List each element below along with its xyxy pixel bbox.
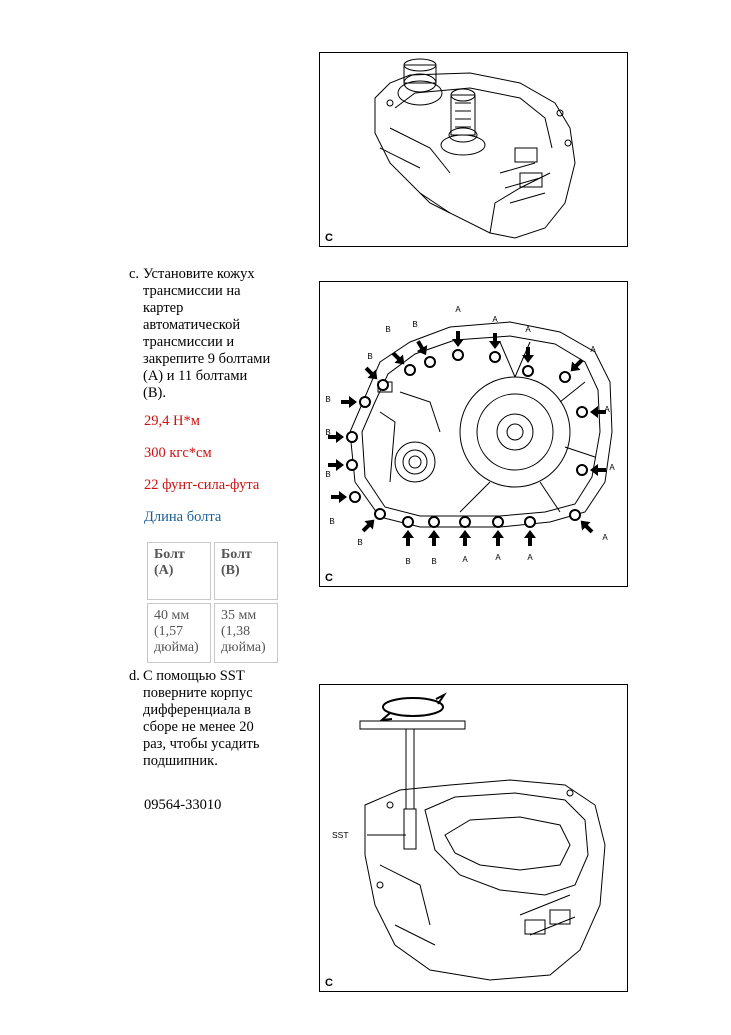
bolt-arrow <box>341 396 357 408</box>
step-c <box>129 266 299 406</box>
bolt-label-b: B <box>325 395 331 404</box>
figure-bolt-locations <box>319 281 628 587</box>
bolt-hole <box>403 517 413 527</box>
bolt-arrow <box>492 530 504 546</box>
figure-code: C <box>325 977 333 989</box>
bolt-label-b: B <box>431 557 437 566</box>
bolt-hole <box>493 517 503 527</box>
instruction-line: Установите кожух <box>143 266 255 282</box>
table-cell-bolt-b-length <box>214 603 278 663</box>
transmission-case-illustration <box>320 53 627 246</box>
bolt-pattern-illustration <box>320 282 627 586</box>
torque-ftlbf: 22 фунт-сила-фута <box>144 477 260 493</box>
figure-sst-differential <box>319 684 628 992</box>
torque-kgf: 300 кгс*см <box>144 445 212 461</box>
sst-rotation-illustration <box>320 685 627 991</box>
bolt-label-a: A <box>609 463 615 472</box>
figure-code: C <box>325 232 333 244</box>
cell-text: дюйма) <box>221 640 266 655</box>
bolt-hole <box>525 517 535 527</box>
instruction-line: поверните корпус <box>143 685 253 701</box>
bolt-hole <box>347 432 357 442</box>
bolt-hole <box>375 509 385 519</box>
instruction-line: автоматической <box>143 317 241 333</box>
instruction-line: закрепите 9 болтами <box>143 351 271 367</box>
bolt-label-a: A <box>590 345 596 354</box>
instruction-line: (A) и 11 болтами <box>143 368 248 384</box>
bolt-hole <box>490 352 500 362</box>
header-text: Болт <box>154 547 185 562</box>
header-text: (B) <box>221 563 240 578</box>
step-c-instruction <box>143 266 270 402</box>
table-header-row <box>147 542 278 600</box>
step-d <box>129 668 299 773</box>
instruction-line: дифференциала в <box>143 702 251 718</box>
step-letter: d. <box>129 668 140 684</box>
bolt-label-a: A <box>455 305 461 314</box>
bolt-hole <box>460 517 470 527</box>
bolt-label-b: B <box>357 538 363 547</box>
bolt-hole <box>453 350 463 360</box>
bolt-hole <box>570 510 580 520</box>
cell-text: (1,38 <box>221 624 251 639</box>
bolt-label-b: B <box>325 428 331 437</box>
bolt-label-a: A <box>492 315 498 324</box>
figure-transmission-case-gears <box>319 52 628 247</box>
bolt-label-b: B <box>412 320 418 329</box>
table-header-bolt-a <box>147 542 211 600</box>
bolt-label-b: B <box>329 517 335 526</box>
table-header-bolt-b <box>214 542 278 600</box>
cell-text: дюйма) <box>154 640 199 655</box>
bolt-arrow <box>402 530 414 546</box>
instruction-line: (B). <box>143 385 166 401</box>
step-d-instruction <box>143 668 259 770</box>
bolt-length-table <box>144 539 281 666</box>
cell-text: (1,57 <box>154 624 184 639</box>
sst-label: SST <box>332 830 349 840</box>
bolt-label-a: A <box>462 555 468 564</box>
table-row <box>147 603 278 663</box>
instruction-line: картер <box>143 300 184 316</box>
bolt-arrow <box>452 331 464 347</box>
bolt-hole <box>347 460 357 470</box>
bolt-hole <box>560 372 570 382</box>
bolt-arrow <box>362 520 375 533</box>
bolt-arrow <box>331 491 347 503</box>
bolt-arrow <box>459 530 471 546</box>
bolt-length-label: Длина болта <box>144 509 222 525</box>
bolt-label-a: A <box>495 553 501 562</box>
bolt-arrow <box>524 530 536 546</box>
header-text: Болт <box>221 547 252 562</box>
torque-nm: 29,4 Н*м <box>144 413 200 429</box>
bolt-label-b: B <box>405 557 411 566</box>
cell-text: 40 мм <box>154 608 190 623</box>
instruction-line: подшипник. <box>143 753 218 769</box>
bolt-arrow <box>392 352 405 365</box>
bolt-label-a: A <box>604 405 610 414</box>
bolt-arrow <box>581 521 594 534</box>
instruction-line: трансмиссии и <box>143 334 235 350</box>
bolt-hole <box>425 357 435 367</box>
bolt-hole <box>429 517 439 527</box>
instruction-line: трансмиссии на <box>143 283 241 299</box>
cell-text: 35 мм <box>221 608 257 623</box>
table-cell-bolt-a-length <box>147 603 211 663</box>
bolt-label-b: B <box>367 352 373 361</box>
step-letter: c. <box>129 266 140 282</box>
bolt-hole <box>577 407 587 417</box>
bolt-arrow <box>571 359 584 372</box>
sst-part-number: 09564-33010 <box>144 797 222 813</box>
bolt-label-a: A <box>525 325 531 334</box>
bolt-label-b: B <box>385 325 391 334</box>
bolt-hole <box>378 380 388 390</box>
bolt-arrow <box>365 367 378 380</box>
bolt-hole <box>350 492 360 502</box>
bolt-hole <box>405 365 415 375</box>
instruction-line: раз, чтобы усадить <box>143 736 260 752</box>
bolt-label-b: B <box>325 470 331 479</box>
figure-code: C <box>325 572 333 584</box>
bolt-hole <box>360 397 370 407</box>
header-text: (A) <box>154 563 174 578</box>
instruction-line: сборе не менее 20 <box>143 719 254 735</box>
bolt-hole <box>577 465 587 475</box>
instruction-line: С помощью SST <box>143 668 245 684</box>
bolt-arrow <box>522 347 534 363</box>
bolt-arrow <box>428 530 440 546</box>
bolt-arrow <box>489 333 501 349</box>
bolt-label-a: A <box>527 553 533 562</box>
bolt-label-a: A <box>602 533 608 542</box>
bolt-hole <box>523 366 533 376</box>
